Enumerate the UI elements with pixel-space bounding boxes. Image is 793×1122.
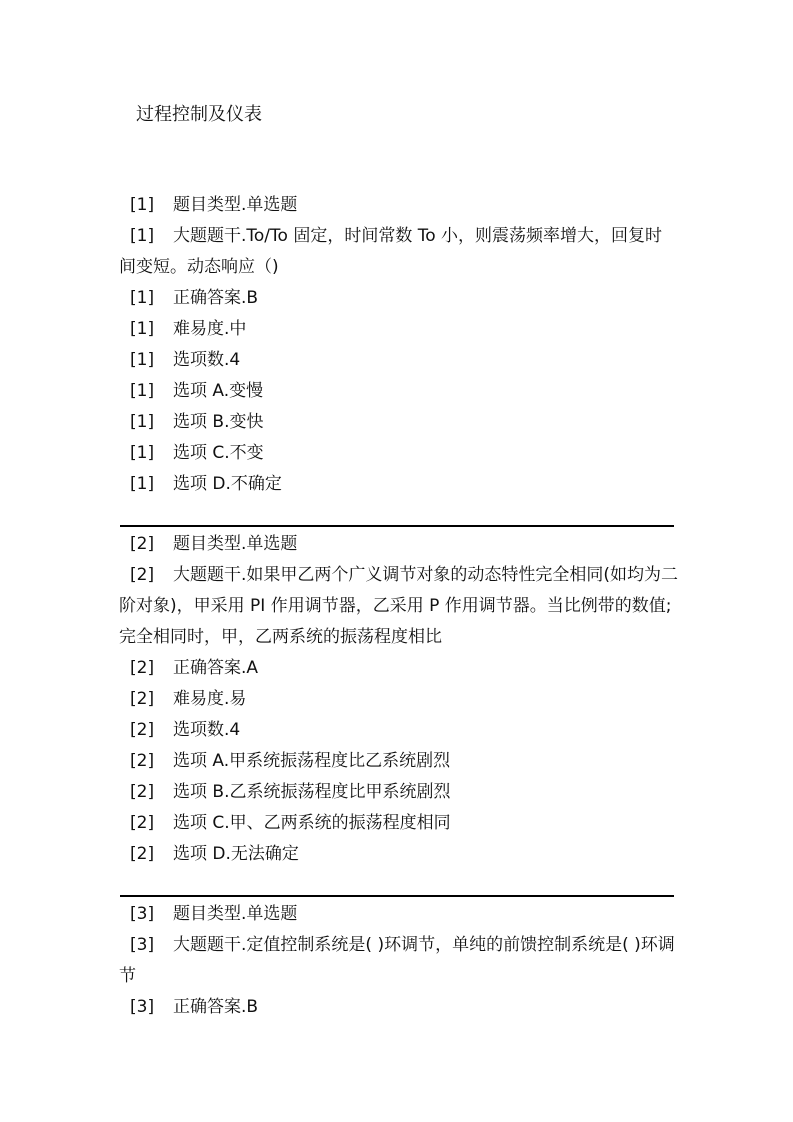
question-difficulty: [2] 难易度.易: [119, 684, 679, 715]
question-number: [2]: [130, 720, 155, 740]
question-option: [1] 选项 A.变慢: [119, 376, 679, 407]
question-option: [1] 选项 B.变快: [119, 407, 679, 438]
question-number: [1]: [130, 474, 155, 494]
question-option-count: [1] 选项数.4: [119, 345, 679, 376]
question-number: [1]: [130, 350, 155, 370]
question-type: [2] 题目类型.单选题: [119, 529, 679, 560]
question-number: [2]: [130, 813, 155, 833]
question-number: [1]: [130, 195, 155, 215]
question-number: [1]: [130, 381, 155, 401]
question-option: [2] 选项 A.甲系统振荡程度比乙系统剧烈: [119, 746, 679, 777]
question-stem: [2] 大题题干.如果甲乙两个广义调节对象的动态特性完全相同(如均为二阶对象)，甲采用 PI 作用调节器，乙采用 P 作用调节器。当比例带的数值;完全相同时，甲，乙两系统的振荡程度相比: [119, 560, 679, 653]
question-type: [1] 题目类型.单选题: [119, 190, 679, 221]
question-number: [2]: [130, 565, 155, 585]
question-number: [1]: [130, 319, 155, 339]
question-number: [3]: [130, 904, 155, 924]
question-number: [1]: [130, 412, 155, 432]
question-number: [2]: [130, 658, 155, 678]
question-2: [119, 529, 679, 870]
question-option: [1] 选项 C.不变: [119, 438, 679, 469]
question-option-count: [2] 选项数.4: [119, 715, 679, 746]
question-number: [2]: [130, 751, 155, 771]
separator-line: [120, 525, 674, 527]
question-difficulty: [1] 难易度.中: [119, 314, 679, 345]
separator-line: [120, 895, 674, 897]
page-title: 过程控制及仪表: [136, 104, 262, 125]
question-number: [1]: [130, 443, 155, 463]
question-option: [2] 选项 D.无法确定: [119, 839, 679, 870]
question-stem: [1] 大题题干.To/To 固定，时间常数 To 小，则震荡频率增大，回复时间变短。动态响应（): [119, 221, 679, 283]
question-number: [3]: [130, 935, 155, 955]
question-number: [2]: [130, 534, 155, 554]
question-type: [3] 题目类型.单选题: [119, 899, 679, 930]
question-option: [1] 选项 D.不确定: [119, 469, 679, 500]
question-number: [1]: [130, 226, 155, 246]
question-number: [3]: [130, 997, 155, 1017]
question-number: [2]: [130, 689, 155, 709]
question-number: [1]: [130, 288, 155, 308]
question-1: [119, 190, 679, 500]
question-stem: [3] 大题题干.定值控制系统是( )环调节，单纯的前馈控制系统是( )环调节: [119, 930, 679, 992]
question-3: [119, 899, 679, 1023]
question-option: [2] 选项 B.乙系统振荡程度比甲系统剧烈: [119, 777, 679, 808]
question-number: [2]: [130, 844, 155, 864]
question-answer: [2] 正确答案.A: [119, 653, 679, 684]
question-option: [2] 选项 C.甲、乙两系统的振荡程度相同: [119, 808, 679, 839]
question-answer: [1] 正确答案.B: [119, 283, 679, 314]
question-answer: [3] 正确答案.B: [119, 992, 679, 1023]
question-number: [2]: [130, 782, 155, 802]
